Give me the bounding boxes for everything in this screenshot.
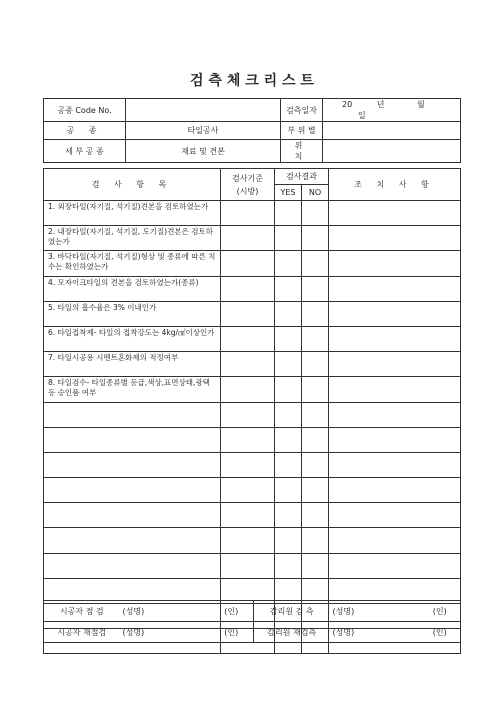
- yes-checkbox-cell[interactable]: [275, 226, 302, 251]
- checklist-item-text: 4. 모자이크타일의 견본을 검토하였는가(종류): [44, 276, 221, 301]
- checklist-table: [43, 168, 461, 654]
- checklist-item-text: 2. 내장타일(자기질, 석기질, 도기질)견본은 검토하였는가: [44, 226, 221, 251]
- checklist-row: [44, 326, 461, 351]
- no-checkbox-cell[interactable]: [302, 251, 329, 276]
- standard-cell[interactable]: [221, 528, 275, 553]
- action-cell[interactable]: [329, 402, 461, 427]
- header-items: 검 사 항 목: [44, 169, 221, 201]
- standard-cell[interactable]: [221, 326, 275, 351]
- no-checkbox-cell[interactable]: [302, 201, 329, 226]
- date-year: 20: [342, 100, 353, 109]
- location-label: 위 치: [281, 140, 323, 163]
- header-standard: [221, 169, 275, 201]
- builder-check-name-field[interactable]: (성명): [120, 601, 210, 622]
- header-result: 검사결과: [275, 169, 329, 185]
- supervisor-check-label: 감리원 검 측: [254, 601, 330, 622]
- checklist-item-text: [44, 402, 221, 427]
- checklist-row: [44, 553, 461, 578]
- standard-cell[interactable]: [221, 503, 275, 528]
- work-label: 공 종: [44, 122, 126, 140]
- checklist-item-text: 5. 타일의 흡수율은 3% 이내인가: [44, 301, 221, 326]
- header-action: 조 치 사 항: [329, 169, 461, 201]
- action-cell[interactable]: [329, 528, 461, 553]
- date-month-unit: 월: [417, 100, 425, 109]
- header-yes: YES: [275, 185, 302, 201]
- no-checkbox-cell[interactable]: [302, 427, 329, 452]
- checklist-row: [44, 503, 461, 528]
- action-cell[interactable]: [329, 427, 461, 452]
- no-checkbox-cell[interactable]: [302, 528, 329, 553]
- checklist-row: [44, 478, 461, 503]
- standard-cell[interactable]: [221, 226, 275, 251]
- no-checkbox-cell[interactable]: [302, 402, 329, 427]
- checklist-row: [44, 377, 461, 402]
- code-label: 공종 Code No.: [44, 99, 126, 122]
- checklist-row: [44, 528, 461, 553]
- action-cell[interactable]: [329, 478, 461, 503]
- checklist-item-text: [44, 478, 221, 503]
- supervisor-recheck-label: 감리원 재검측: [254, 622, 330, 643]
- action-cell[interactable]: [329, 326, 461, 351]
- action-cell[interactable]: [329, 503, 461, 528]
- action-cell[interactable]: [329, 276, 461, 301]
- yes-checkbox-cell[interactable]: [275, 452, 302, 477]
- action-cell[interactable]: [329, 452, 461, 477]
- date-year-unit: 년: [376, 100, 385, 109]
- checklist-item-text: [44, 553, 221, 578]
- checklist-item-text: [44, 427, 221, 452]
- builder-recheck-name-field[interactable]: (성명): [120, 622, 210, 643]
- yes-checkbox-cell[interactable]: [275, 201, 302, 226]
- no-checkbox-cell[interactable]: [302, 301, 329, 326]
- supervisor-recheck-seal: (인): [420, 622, 461, 643]
- date-day-unit: 일: [358, 111, 366, 120]
- no-checkbox-cell[interactable]: [302, 503, 329, 528]
- checklist-row: [44, 352, 461, 377]
- header-standard-label: 검사기준: [232, 173, 263, 183]
- checklist-item-text: 6. 타일접착제- 타일의 접착강도는 4kg/㎠이상인가: [44, 326, 221, 351]
- action-cell[interactable]: [329, 251, 461, 276]
- no-checkbox-cell[interactable]: [302, 352, 329, 377]
- yes-checkbox-cell[interactable]: [275, 553, 302, 578]
- checklist-row: [44, 251, 461, 276]
- checklist-item-text: 3. 바닥타일(자기질, 석기질)형상 및 종류에 따른 치수는 확인하였는가: [44, 251, 221, 276]
- no-checkbox-cell[interactable]: [302, 478, 329, 503]
- no-checkbox-cell[interactable]: [302, 553, 329, 578]
- date-label: 검측일자: [281, 99, 323, 122]
- no-checkbox-cell[interactable]: [302, 276, 329, 301]
- checklist-item-text: [44, 452, 221, 477]
- builder-recheck-seal: (인): [210, 622, 254, 643]
- header-no: NO: [302, 185, 329, 201]
- standard-cell[interactable]: [221, 452, 275, 477]
- no-checkbox-cell[interactable]: [302, 377, 329, 402]
- yes-checkbox-cell[interactable]: [275, 528, 302, 553]
- yes-checkbox-cell[interactable]: [275, 503, 302, 528]
- yes-checkbox-cell[interactable]: [275, 276, 302, 301]
- page-title: 검 측 체 크 리 스 트: [190, 73, 314, 89]
- standard-cell[interactable]: [221, 553, 275, 578]
- date-field[interactable]: [323, 99, 461, 122]
- action-cell[interactable]: [329, 201, 461, 226]
- action-cell[interactable]: [329, 352, 461, 377]
- standard-cell[interactable]: [221, 301, 275, 326]
- checklist-item-text: 8. 타일검수- 타일종류별 등급,색상,표면상태,광택등 승인품 여부: [44, 377, 221, 402]
- yes-checkbox-cell[interactable]: [275, 326, 302, 351]
- yes-checkbox-cell[interactable]: [275, 427, 302, 452]
- standard-cell[interactable]: [221, 201, 275, 226]
- location-value-field[interactable]: [323, 140, 461, 163]
- checklist-row: [44, 226, 461, 251]
- checklist-row: [44, 452, 461, 477]
- code-value-field[interactable]: [126, 99, 281, 122]
- checklist-row: [44, 402, 461, 427]
- action-cell[interactable]: [329, 301, 461, 326]
- standard-cell[interactable]: [221, 377, 275, 402]
- action-cell[interactable]: [329, 226, 461, 251]
- checklist-item-text: 7. 타일시공용 시멘트혼화제의 적정여부: [44, 352, 221, 377]
- checklist-row: [44, 301, 461, 326]
- no-checkbox-cell[interactable]: [302, 452, 329, 477]
- part-value-field[interactable]: [323, 122, 461, 140]
- yes-checkbox-cell[interactable]: [275, 377, 302, 402]
- checklist-item-text: 1. 외장타일(자기질, 석기질)견본을 검토하였는가: [44, 201, 221, 226]
- standard-cell[interactable]: [221, 251, 275, 276]
- yes-checkbox-cell[interactable]: [275, 478, 302, 503]
- no-checkbox-cell[interactable]: [302, 326, 329, 351]
- standard-cell[interactable]: [221, 352, 275, 377]
- header-standard-sub: (시방): [236, 186, 259, 196]
- part-label: 부 위 별: [281, 122, 323, 140]
- builder-recheck-label: 시공자 재점검: [44, 622, 120, 643]
- builder-check-seal: (인): [210, 601, 254, 622]
- builder-check-label: 시공자 점 검: [44, 601, 120, 622]
- supervisor-recheck-name-field[interactable]: (성명): [330, 622, 420, 643]
- action-cell[interactable]: [329, 377, 461, 402]
- checklist-row: [44, 201, 461, 226]
- info-table: [43, 98, 461, 163]
- checklist-item-text: [44, 528, 221, 553]
- standard-cell[interactable]: [221, 276, 275, 301]
- standard-cell[interactable]: [221, 402, 275, 427]
- signature-table: [43, 600, 461, 643]
- standard-cell[interactable]: [221, 427, 275, 452]
- yes-checkbox-cell[interactable]: [275, 352, 302, 377]
- subwork-value-field[interactable]: 재료 및 견본: [126, 140, 281, 163]
- action-cell[interactable]: [329, 553, 461, 578]
- checklist-row: [44, 427, 461, 452]
- subwork-label: 세 부 공 종: [44, 140, 126, 163]
- work-value-field[interactable]: 타일공사: [126, 122, 281, 140]
- checklist-row: [44, 276, 461, 301]
- checklist-item-text: [44, 503, 221, 528]
- yes-checkbox-cell[interactable]: [275, 402, 302, 427]
- yes-checkbox-cell[interactable]: [275, 301, 302, 326]
- supervisor-check-name-field[interactable]: (성명): [330, 601, 420, 622]
- standard-cell[interactable]: [221, 478, 275, 503]
- supervisor-check-seal: (인): [420, 601, 461, 622]
- yes-checkbox-cell[interactable]: [275, 251, 302, 276]
- no-checkbox-cell[interactable]: [302, 226, 329, 251]
